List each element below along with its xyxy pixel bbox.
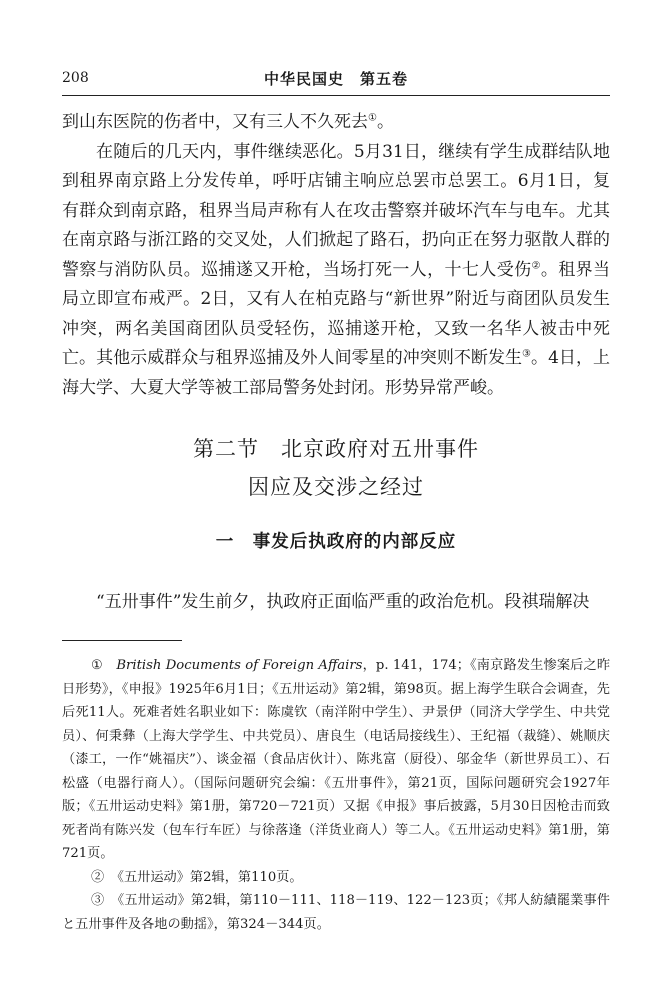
footnote-3: ③ 《五卅运动》第2辑，第110－111、118－119、122－123页；《邦人紡績罷業事件と五卅事件及各地の動揺》，第324－344页。 [62,893,610,932]
paragraph-2: 在随后的几天内，事件继续恶化。5月31日，继续有学生成群结队地到租界南京路上分发传单，呼吁店铺主响应总罢市总罢工。6月1日，复有群众到南京路，租界当局声称有人在攻击警察并破坏汽车与电车。尤其在南京路与浙江路的交叉处，人们掀起了路石，扔向正在努力驱散人群的警察与消防队员。巡捕遂又开枪，当场打死一人，十七人受伤②。租界当局立即宣布戒严。2日，又有人在柏克路与“新世界”附近与商团队员发生冲突，两名美国商团队员受轻伤，巡捕遂开枪，又致一名华人被击中死亡。其他示威群众与租界巡捕及外人间零星的冲突则不断发生③。4日，上海大学、大夏大学等被工部局警务处封闭。形势异常严峻。 [62,141,611,398]
section-title-line-1: 第二节 北京政府对五卅事件 [193,437,479,461]
page-number: 208 [62,70,89,86]
running-title: 中华民国史 第五卷 [263,70,408,88]
page-header [62,66,610,92]
footnote-ref-1[interactable]: ① [368,112,377,124]
footnote-1-italic-title: British Documents of Foreign Affairs [116,658,363,673]
section-title-line-2: 因应及交涉之经过 [248,475,424,499]
paragraph-3: “五卅事件”发生前夕，执政府正面临严重的政治危机。段祺瑞解决 [96,592,590,612]
footnote-ref-3[interactable]: ③ [522,348,532,360]
subsection-heading: 一 事发后执政府的内部反应 [215,532,457,552]
body-text [62,108,610,403]
footnote-ref-2[interactable]: ② [531,259,541,271]
footnote-1: ① British Documents of Foreign Affairs，p. 141，174；《南京路发生惨案后之昨日形势》，《申报》1925年6月1日；《五卅运动》第2辑，第98页。据上海学生联合会调查，先后死11人。死难者姓名职业如下：陈虞钦（南洋附中学生）、尹景伊（同济大学学生、中共党员）、何秉彝（上海大学学生、中共党员）、唐良生（电话局接线生）、王纪福（裁缝）、姚顺庆（漆工，一作“姚福庆”）、谈金福（食品店伙计）、陈兆富（厨役）、邬金华（新世界员工）、石松盛（电器行商人）。（国际问题研究会编：《五卅事件》，第21页，国际问题研究会1927年版；《五卅运动史料》第1册，第720－721页）又据《申报》事后披露，5月30日因枪击而致死者尚有陈兴发（包车行车匠）与徐落逢（洋货业商人）等二人。《五卅运动史料》第1册，第721页。 [62,658,611,861]
footnote-rule [62,640,182,641]
header-rule [62,95,610,96]
footnotes [62,654,610,936]
section-heading [62,430,610,506]
footnote-2: ② 《五卅运动》第2辑，第110页。 [91,869,303,885]
paragraph-1: 到山东医院的伤者中，又有三人不久死去①。 [62,112,394,132]
